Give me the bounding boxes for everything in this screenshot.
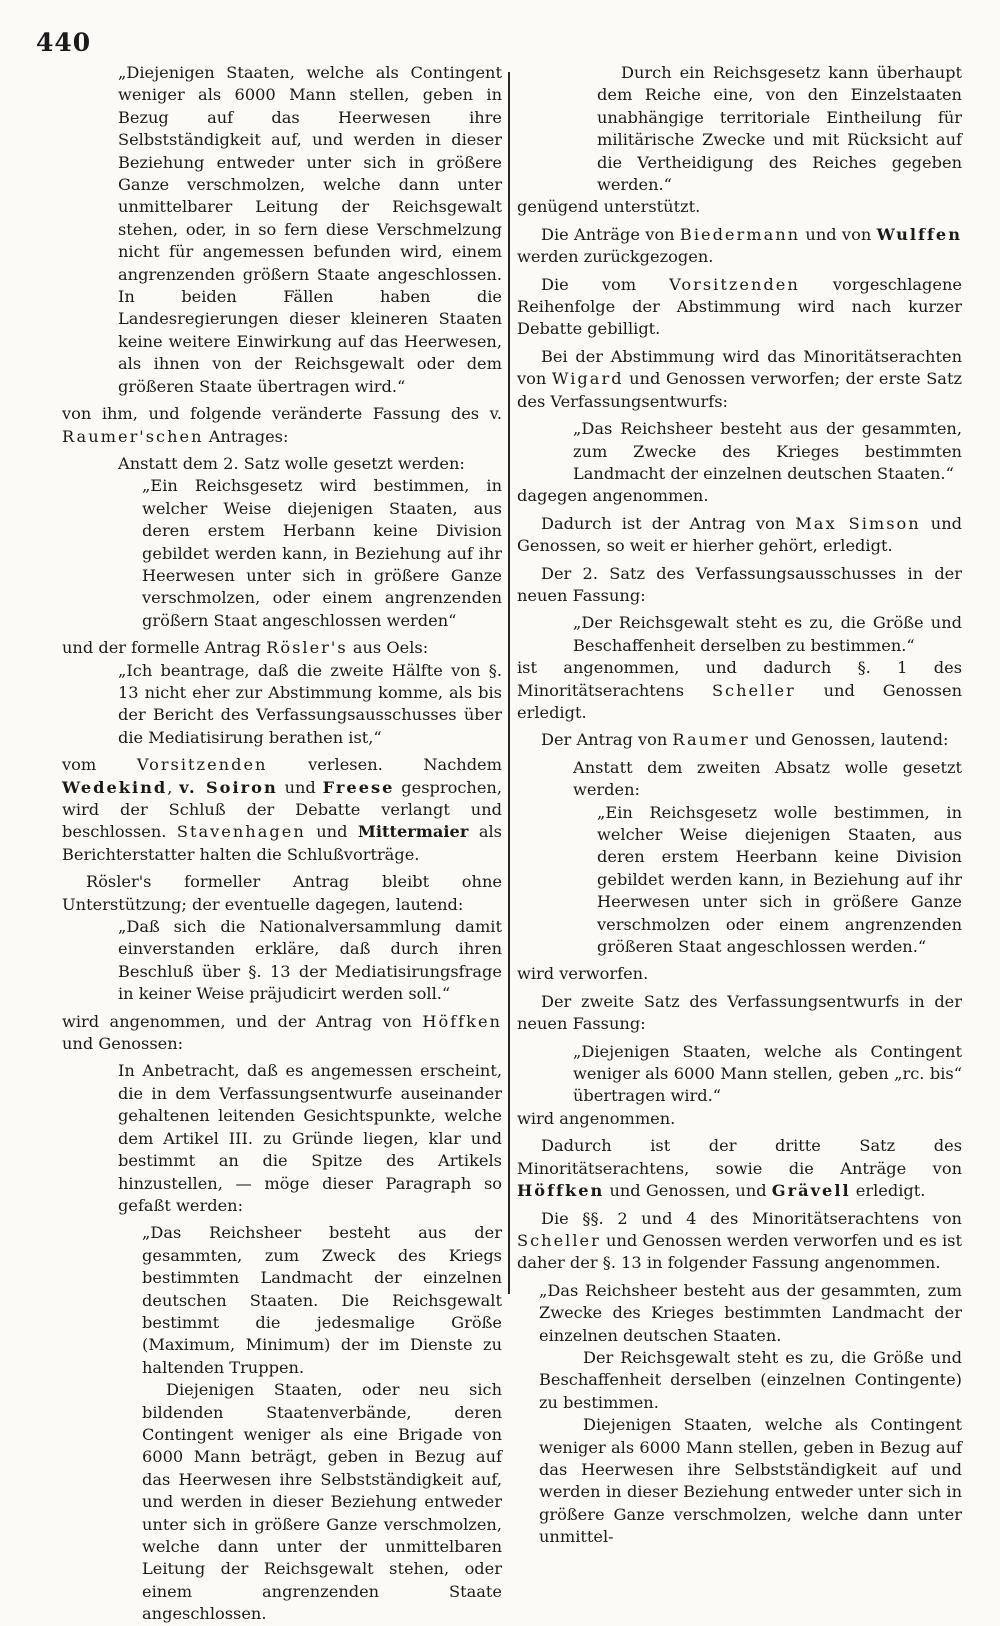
paragraph: Die Anträge von Biedermann und von Wulffen werden zurückgezogen. xyxy=(517,224,962,267)
paragraph: Dadurch ist der Antrag von Max Simson und Genossen, so weit er hierher gehört, erledigt. xyxy=(517,513,962,556)
paragraph: Rösler's formeller Antrag bleibt ohne Unterstützung; der eventuelle dagegen, lautend: xyxy=(62,872,502,914)
quote-paragraph: „Ein Reichsgesetz wolle bestimmen, in welcher Weise diejenigen Staaten, aus deren erstem Heerbann keine Division gebildet werden kann, in Beziehung auf ihr Heerwesen unter sich in größere Ganze verschmolzen oder einem angrenzenden größeren Staat angeschlossen werden.“ xyxy=(597,802,962,957)
quote-paragraph: „Das Reichsheer besteht aus der gesammten, zum Zwecke des Krieges bestimmten Landmacht der einzelnen deutschen Staaten. xyxy=(539,1280,962,1345)
quote-paragraph: „Ich beantrage, daß die zweite Hälfte von §. 13 nicht eher zur Abstimmung komme, als bis der Bericht des Verfassungsausschusses über die Mediatisirung berathen ist,“ xyxy=(118,660,502,747)
quote-paragraph: „Ein Reichsgesetz wird bestimmen, in welcher Weise diejenigen Staaten, aus deren erstem Herbann keine Division gebildet werden kann, in Beziehung auf ihr Heerwesen unter sich in größere Ganze verschmolzen, oder einem angrenzenden größern Staat angeschlossen werden“ xyxy=(142,476,502,630)
quote-paragraph: „Diejenigen Staaten, welche als Contingent weniger als 6000 Mann stellen, geben „rc. bis“ übertragen wird.“ xyxy=(573,1041,962,1106)
paragraph: dagegen angenommen. xyxy=(517,486,709,506)
paragraph: Bei der Abstimmung wird das Minoritätserachten von Wigard und Genossen verworfen; der erste Satz des Verfassungsentwurfs: xyxy=(517,346,962,411)
quote-paragraph: „Diejenigen Staaten, welche als Contingent weniger als 6000 Mann stellen, geben in Bezug auf das Heerwesen ihre Selbstständigkeit auf, und werden in dieser Beziehung entweder unter sich in größere Ganze verschmolzen, welche dann unter unmittelbarer Leitung der Reichsgewalt stehen, oder, in so fern diese Verschmelzung nicht für angemessen befunden wird, einem angrenzenden größern Staate angeschlossen. In beiden Fällen haben die Landesregierungen dieser kleineren Staaten keine weitere Einwirkung auf das Heerwesen, als ihnen von der Reichsgewalt oder dem größeren Staate übertragen wird.“ xyxy=(118,63,502,396)
paragraph: Dadurch ist der dritte Satz des Minoritätserachtens, sowie die Anträge von Höffken und Genossen, und Grävell erledigt. xyxy=(517,1136,962,1201)
column-divider xyxy=(508,72,510,1294)
motion-text: In Anbetracht, daß es angemessen erscheint, die in dem Verfassungsentwurfe auseinander gehaltenen leitenden Gesichtspunkte, welche dem Artikel III. zu Gründe liegen, klar und bestimmt an die Spitze des Artikels hinzustellen, — möge dieser Paragraph so gefaßt werden: xyxy=(118,1061,502,1215)
paragraph: wird verworfen. xyxy=(517,964,649,984)
quote-paragraph: „Das Reichsheer besteht aus der gesammten, zum Zweck des Kriegs bestimmten Landmacht der einzelnen deutschen Staaten. Die Reichsgewalt bestimmt die jedesmalige Größe (Maximum, Minimum) der im Dienste zu haltenden Truppen. xyxy=(142,1223,502,1377)
quote-paragraph: Diejenigen Staaten, oder neu sich bildenden Staatenverbände, deren Contingent weniger als eine Brigade von 6000 Mann beträgt, geben in Bezug auf das Heerwesen ihre Selbstständigkeit auf, und werden in dieser Beziehung entweder unter sich in größere Ganze verschmolzen, welche dann unter der unmittelbaren Leitung der Reichsgewalt stehen, oder einem angrenzenden Staate angeschlossen. xyxy=(142,1380,502,1624)
quote-paragraph: „Das Reichsheer besteht aus der gesammten, zum Zwecke des Krieges bestimmten Landmacht der einzelnen deutschen Staaten.“ xyxy=(573,419,962,483)
paragraph: Der zweite Satz des Verfassungsentwurfs in der neuen Fassung: xyxy=(517,991,962,1034)
paragraph: wird angenommen. xyxy=(517,1108,676,1128)
paragraph: genügend unterstützt. xyxy=(517,197,701,217)
quote-paragraph: Diejenigen Staaten, welche als Contingent weniger als 6000 Mann stellen, geben in Bezug auf das Heerwesen ihre Selbstständigkeit auf und werden in dieser Beziehung entweder unter sich in größere Ganze verschmolzen, welche dann unter unmittel- xyxy=(539,1415,962,1547)
paragraph: Der Antrag von Raumer und Genossen, lautend: xyxy=(541,730,949,750)
left-column xyxy=(62,62,502,1626)
name-hoeffken: Höffken xyxy=(422,1011,502,1031)
quote-paragraph: „Der Reichsgewalt steht es zu, die Größe und Beschaffenheit derselben zu bestimmen.“ xyxy=(573,613,962,655)
name-raumer: Raumer'schen xyxy=(62,426,204,446)
paragraph: Die vom Vorsitzenden vorgeschlagene Reihenfolge der Abstimmung wird nach kurzer Debatte gebilligt. xyxy=(517,274,962,339)
motion-heading: Anstatt dem 2. Satz wolle gesetzt werden: xyxy=(118,453,465,473)
page-number: 440 xyxy=(36,28,92,57)
paragraph: ist angenommen, und dadurch §. 1 des Minoritätserachtens Scheller und Genossen erledigt. xyxy=(517,658,962,722)
quote-paragraph: Der Reichsgewalt steht es zu, die Größe und Beschaffenheit derselben (einzelnen Contingente) zu bestimmen. xyxy=(539,1347,962,1412)
paragraph: vom Vorsitzenden verlesen. Nachdem Wedekind, v. Soiron und Freese gesprochen, wird der Schluß der Debatte verlangt und beschlossen. Stavenhagen und Mittermaier als Berichterstatter halten die Schlußvorträge. xyxy=(62,755,502,864)
name-roesler: Rösler's xyxy=(266,638,348,658)
paragraph: Die §§. 2 und 4 des Minoritätserachtens von Scheller und Genossen werden verworfen und es ist daher der §. 13 in folgender Fassung angenommen. xyxy=(517,1208,962,1273)
quote-paragraph: „Daß sich die Nationalversammlung damit einverstanden erkläre, daß durch ihren Beschluß über §. 13 der Mediatisirungsfrage in keiner Weise präjudicirt werden soll.“ xyxy=(118,917,502,1004)
quote-paragraph: Durch ein Reichsgesetz kann überhaupt dem Reiche eine, von den Einzelstaaten unabhängige territoriale Eintheilung für militärische Zwecke und mit Rücksicht auf die Vertheidigung des Reiches gegeben werden.“ xyxy=(597,63,962,195)
motion-heading: Anstatt dem zweiten Absatz wolle gesetzt werden: xyxy=(573,757,962,800)
paragraph: wird angenommen, und der Antrag von Höffken und Genossen: xyxy=(62,1011,502,1054)
right-column xyxy=(517,62,962,1549)
paragraph: Der 2. Satz des Verfassungsausschusses in der neuen Fassung: xyxy=(517,563,962,605)
paragraph: von ihm, und folgende veränderte Fassung des v. Raumer'schen Antrages: xyxy=(62,404,502,446)
paragraph: und der formelle Antrag Rösler's aus Oels: xyxy=(62,638,429,658)
